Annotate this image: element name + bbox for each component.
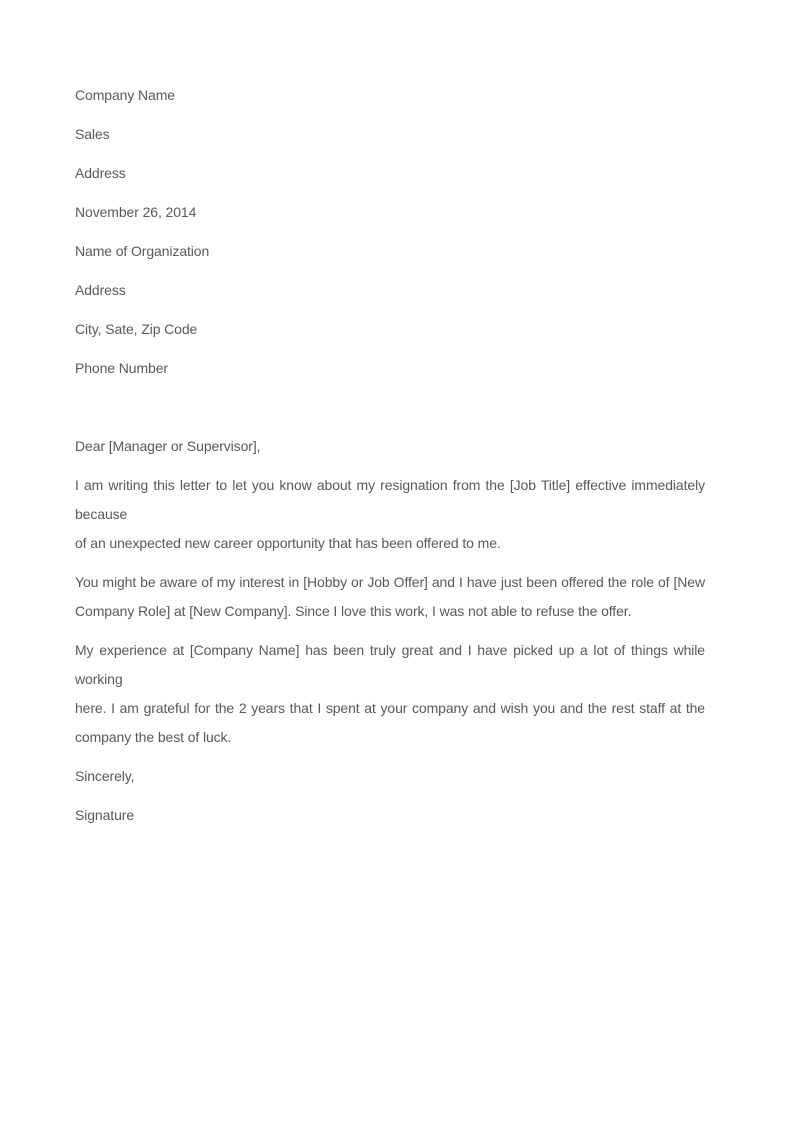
sender-company-name: Company Name: [75, 87, 175, 103]
paragraph-resignation-notice: [75, 471, 705, 558]
sender-address: Address: [75, 165, 126, 181]
blank-line: [75, 393, 705, 432]
signature: Signature: [75, 807, 135, 823]
recipient-city-state-zip: City, Sate, Zip Code: [75, 321, 198, 337]
sender-department: Sales: [75, 126, 110, 142]
recipient-address: Address: [75, 282, 126, 298]
letter-date: November 26, 2014: [75, 204, 197, 220]
paragraph-line: Company Role] at [New Company]. Since I love this work, I was not able to refuse the offer.: [75, 603, 632, 619]
recipient-organization: Name of Organization: [75, 243, 210, 259]
paragraph-line: You might be aware of my interest in [Hobby or Job Offer] and I have just been offered the role of [New: [75, 574, 705, 590]
recipient-phone: Phone Number: [75, 360, 168, 376]
closing: Sincerely,: [75, 768, 135, 784]
paragraph-line: I am writing this letter to let you know about my resignation from the [Job Title] effective immediately because: [75, 477, 705, 522]
paragraph-new-offer: [75, 568, 705, 626]
paragraph-line: My experience at [Company Name] has been truly great and I have picked up a lot of things while working: [75, 642, 705, 687]
salutation: Dear [Manager or Supervisor],: [75, 438, 261, 454]
paragraph-line: of an unexpected new career opportunity that has been offered to me.: [75, 535, 501, 551]
paragraph-gratitude: [75, 636, 705, 752]
paragraph-line: company the best of luck.: [75, 729, 232, 745]
paragraph-line: here. I am grateful for the 2 years that I spent at your company and wish you and the rest staff at the: [75, 700, 705, 716]
